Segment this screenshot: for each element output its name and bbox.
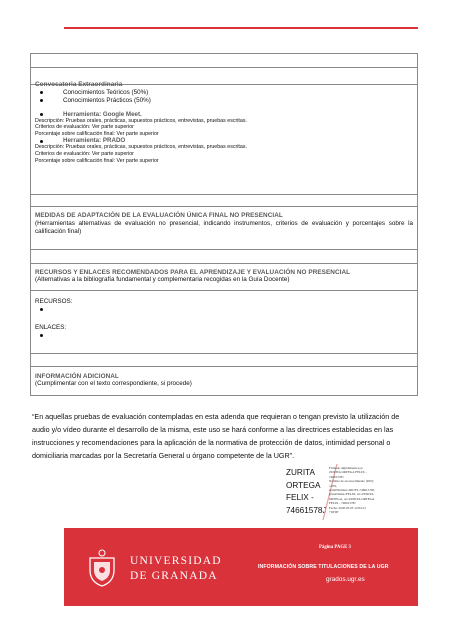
enlaces-label: ENLACES: — [35, 323, 67, 331]
signature-name: ZURITA ORTEGA FELIX - 74661578J — [286, 468, 327, 515]
evaluation-table — [30, 53, 418, 396]
bullet-dot-icon — [40, 140, 43, 143]
list-item — [35, 332, 417, 340]
grados-link[interactable]: grados.ugr.es — [326, 576, 365, 583]
university-name-line1: UNIVERSIDAD — [130, 555, 222, 567]
page-number: Página PAGE 3 — [319, 545, 351, 550]
info-title: INFORMACIÓN ADICIONAL — [35, 373, 119, 380]
info-text: (Cumplimentar con el texto correspondiente, si procede) — [35, 380, 192, 387]
list-item: Conocimientos Prácticos (50%) — [35, 97, 417, 105]
info-cell — [31, 367, 417, 395]
recursos-text: (Alternativas a la bibliografía fundamental y complementaria recogidas en la Guía Docente) — [35, 276, 290, 283]
recursos-label: RECURSOS: — [35, 298, 73, 305]
convocatoria-body — [31, 85, 417, 195]
bullet-dot-icon — [40, 334, 43, 337]
tool-percentage: Porcentaje sobre calificación final: Ver parte superior — [35, 130, 159, 137]
recursos-title: RECURSOS Y ENLACES RECOMENDADOS PARA EL APRENDIZAJE Y EVALUACIÓN NO PRESENCIAL — [35, 269, 351, 276]
header-accent-line — [64, 27, 418, 29]
tool-description: Descripción: Pruebas orales, prácticas, supuestos prácticos, entrevistas, pruebas escritas. — [35, 144, 247, 151]
titulaciones-info: INFORMACIÓN SOBRE TITULACIONES DE LA UGR — [258, 564, 389, 570]
empty-row — [31, 250, 417, 264]
list-item: Conocimientos Teóricos (50%) — [35, 89, 417, 97]
tool-criteria: Criterios de evaluación: Ver parte superior — [35, 124, 134, 131]
list-item — [35, 306, 417, 314]
bullet-dot-icon — [40, 113, 43, 116]
footer-banner — [64, 528, 418, 606]
empty-row — [31, 54, 417, 68]
university-of-granada-seal-icon — [84, 548, 120, 588]
signature-details: Firmado digitalmente por ZURITA ORTEGA FELIX - 74661578J Nombre de reconocimiento (DN): c=ES, serialNumber=IDCES-74661578J, givenName=FELIX, sn=ZURITA ORTEGA, cn=ZURITA ORTEGA FELIX - 74661578J Fecha: 2020.05.05 12:04:15 +02'00' — [329, 466, 375, 515]
recursos-title-cell — [31, 264, 417, 291]
empty-row — [31, 354, 417, 367]
empty-row — [31, 195, 417, 207]
convocatoria-title-cell — [31, 68, 417, 88]
medidas-text: (Herramientas alternativas de evaluación no presencial, indicando instrumentos, criterios de evaluación y porcentajes sobre la calificación final) — [35, 220, 413, 235]
closing-paragraph: “En aquellas pruebas de evaluación contempladas en esta adenda que requieran o tengan previsto la utilización de audio y/o vídeo durante el desarrollo de la misma, este uso se hará conforme a las directrices establecidas en las instrucciones y recomendaciones para la aplicación de la normativa de protección de datos, intimidad personal o domiciliaria marcadas por la Secretaría General u órgano competente de la UGR”. — [32, 412, 400, 460]
tool-description: Descripción: Pruebas orales, prácticas, supuestos prácticos, entrevistas, pruebas escritas. — [35, 117, 247, 124]
tool-google-meet-heading: Herramienta: Google Meet. — [35, 111, 417, 118]
bullet-dot-icon — [40, 91, 43, 94]
tool-prado-heading: Herramienta: PRADO — [35, 137, 417, 144]
recursos-body — [31, 291, 417, 354]
bullet-dot-icon — [40, 99, 43, 102]
convocatoria-title: Convocatoria Extraordinaria — [35, 81, 123, 88]
bullet-dot-icon — [40, 308, 43, 311]
medidas-title: MEDIDAS DE ADAPTACIÓN DE LA EVALUACIÓN ÚNICA FINAL NO PRESENCIAL — [35, 212, 283, 219]
tool-criteria: Criterios de evaluación: Ver parte superior — [35, 150, 134, 157]
medidas-cell — [31, 207, 417, 250]
tool-percentage: Porcentaje sobre calificación final: Ver parte superior — [35, 157, 159, 164]
university-name-line2: DE GRANADA — [130, 570, 218, 582]
